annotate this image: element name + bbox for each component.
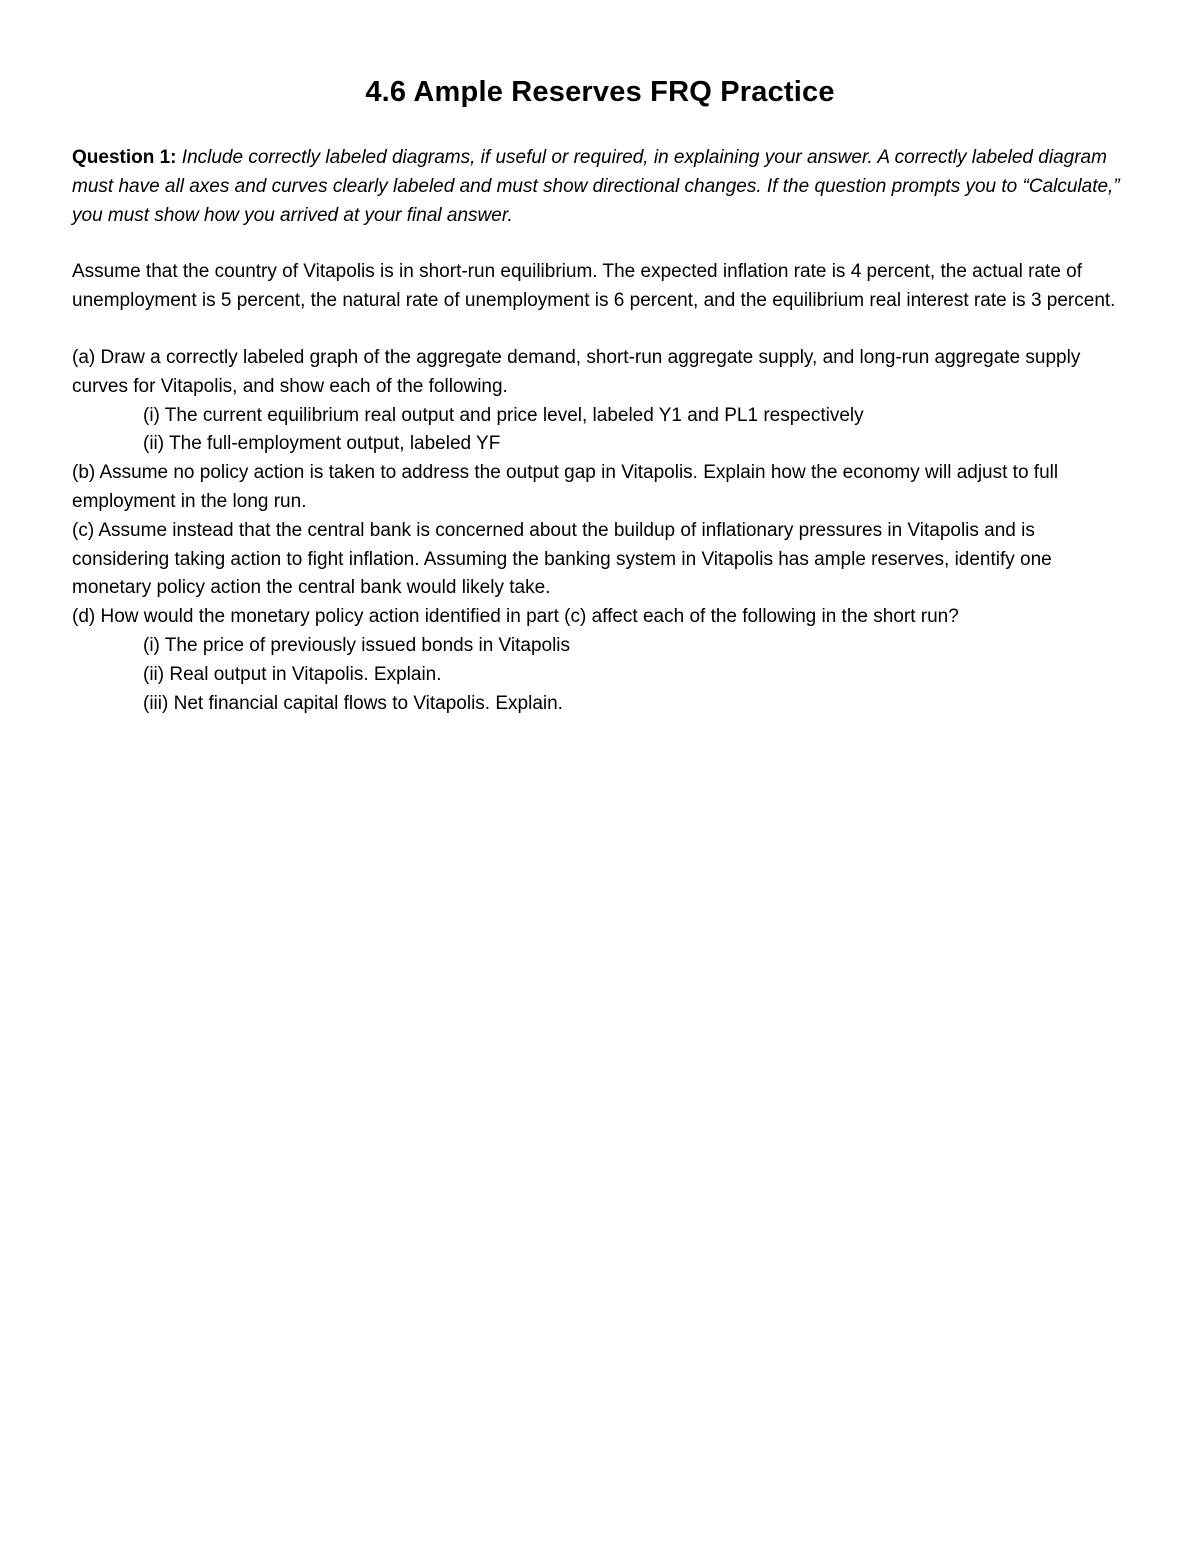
part-d-ii: (ii) Real output in Vitapolis. Explain. xyxy=(143,663,442,685)
spacer xyxy=(72,230,1130,258)
part-d-iii: (iii) Net financial capital flows to Vitapolis. Explain. xyxy=(143,692,563,714)
part-a: (a) Draw a correctly labeled graph of the aggregate demand, short-run aggregate supply, and long-run aggregate supply curves for Vitapolis, and show each of the following. xyxy=(72,346,1081,397)
part-d-i: (i) The price of previously issued bonds in Vitapolis xyxy=(143,634,571,656)
question-content xyxy=(72,144,1130,718)
part-a-ii: (ii) The full-employment output, labeled YF xyxy=(143,433,501,455)
question-label: Question 1: xyxy=(72,147,177,168)
part-c: (c) Assume instead that the central bank is concerned about the buildup of inflationary pressures in Vitapolis and is considering taking action to fight inflation. Assuming the banking system in Vitapolis has ample reserves, identify one monetary policy action the central bank would likely take. xyxy=(72,519,1052,599)
part-a-i: (i) The current equilibrium real output and price level, labeled Y1 and PL1 respectively xyxy=(143,404,864,426)
part-d: (d) How would the monetary policy action identified in part (c) affect each of the following in the short run? xyxy=(72,606,959,628)
scenario-paragraph: Assume that the country of Vitapolis is in short-run equilibrium. The expected inflation rate is 4 percent, the actual rate of unemployment is 5 percent, the natural rate of unemployment is 6 percent, and the equilibrium real interest rate is 3 percent. xyxy=(72,261,1116,312)
spacer xyxy=(72,316,1130,344)
page-title: 4.6 Ample Reserves FRQ Practice xyxy=(365,76,835,108)
instructions-text: Include correctly labeled diagrams, if useful or required, in explaining your answer. A correctly labeled diagram must have all axes and curves clearly labeled and must show directional changes. If the question prompts you to “Calculate,” you must show how you arrived at your final answer. xyxy=(72,147,1120,226)
question-instructions xyxy=(72,144,1130,230)
part-b: (b) Assume no policy action is taken to address the output gap in Vitapolis. Explain how the economy will adjust to full employment in the long run. xyxy=(72,462,1059,512)
